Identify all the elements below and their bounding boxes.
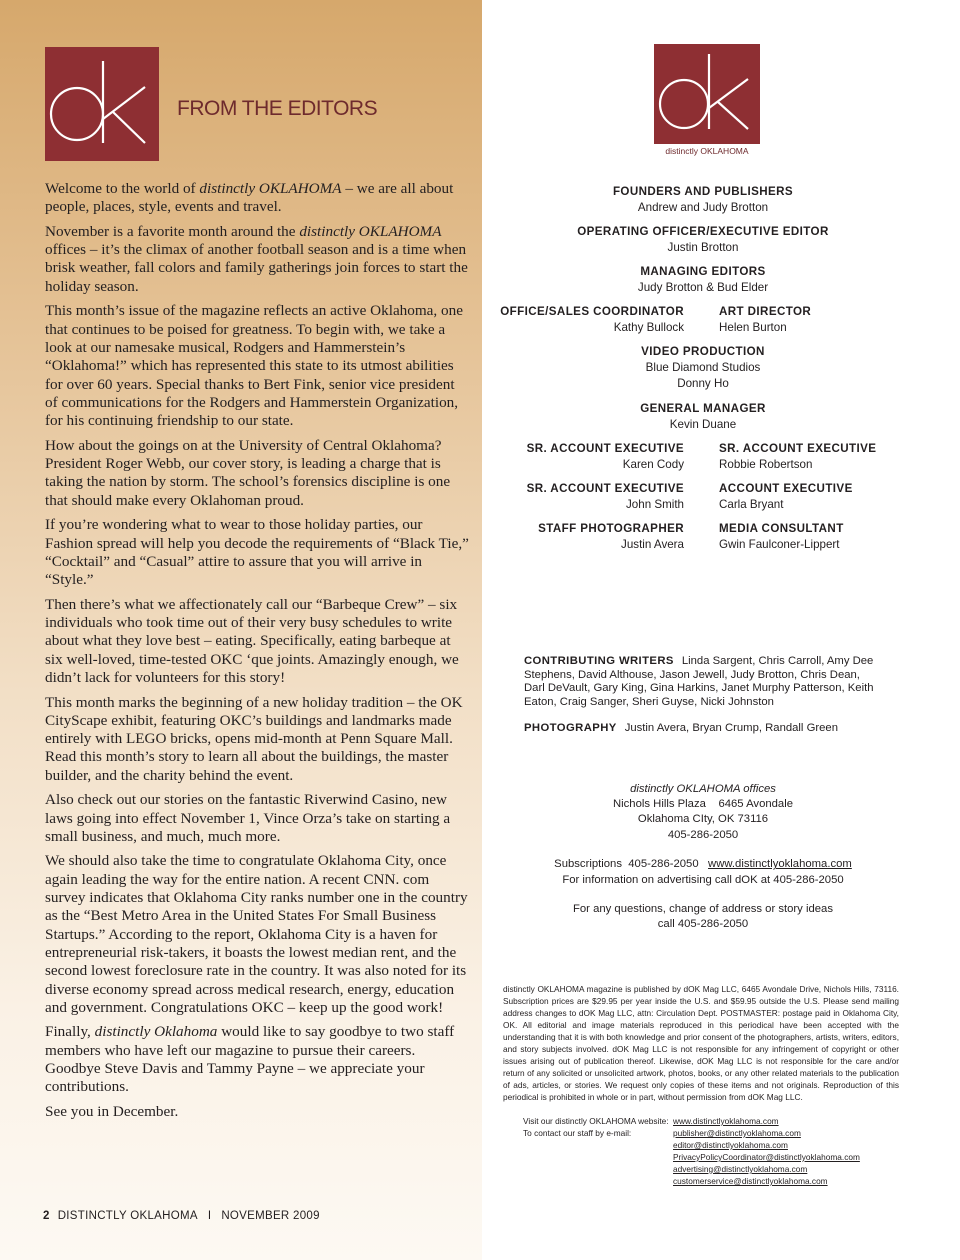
staff-names: Karen Cody bbox=[622, 458, 684, 471]
staff-names: Blue Diamond Studios bbox=[645, 361, 761, 374]
masthead-ae bbox=[719, 481, 949, 513]
questions-line: For any questions, change of address or story ideas bbox=[573, 903, 833, 916]
page-number: 2 bbox=[43, 1210, 50, 1222]
letter-paragraph: This month marks the beginning of a new holiday tradition – the OK CityScape exhibit, featuring OKC’s buildings and landmarks made entirely with LEGO bricks, opens mid-month at Penn Square Mall. Read this month’s story to learn all about the buildings, the master builder, and the charity behind the event. bbox=[45, 693, 463, 784]
contributing-writers bbox=[524, 655, 880, 709]
logo-subtitle: distinctly OKLAHOMA bbox=[665, 146, 749, 156]
offices-address: Nichols Hills Plaza 6465 Avondale bbox=[612, 798, 794, 811]
masthead-sr-ae-3 bbox=[454, 481, 684, 513]
role-title: OFFICE/SALES COORDINATOR bbox=[500, 305, 684, 318]
page-title: FROM THE EDITORS bbox=[177, 97, 378, 120]
email-link-advertising[interactable]: advertising@distinctlyoklahoma.com bbox=[673, 1164, 808, 1174]
masthead-media bbox=[719, 521, 949, 553]
email-link-customerservice[interactable]: customerservice@distinctlyoklahoma.com bbox=[673, 1176, 828, 1186]
letter-paragraph: Welcome to the world of distinctly OKLAHOMA – we are all about people, places, style, events and travel. bbox=[45, 180, 454, 216]
masthead-sr-ae-2 bbox=[719, 441, 949, 473]
editors-letter bbox=[45, 180, 470, 1128]
staff-names: Gwin Faulconer-Lippert bbox=[719, 538, 840, 551]
footer-publication: DISTINCTLY OKLAHOMA bbox=[57, 1210, 198, 1222]
offices-city: Oklahoma CIty, OK 73116 bbox=[637, 813, 769, 826]
role-title: PHOTOGRAPHY bbox=[524, 722, 617, 734]
role-title: ART DIRECTOR bbox=[719, 305, 812, 318]
legal-fine-print: distinctly OKLAHOMA magazine is published by dOK Mag LLC, 6465 Avondale Drive, Nichols Hills, 73116. Subscription prices are $29.95 per year inside the U.S. and $59.95 outside the U.S. Please send mailing address changes to dOK Mag LLC, attn: Circulation Dept. POSTMASTER: postage paid in Oklahoma City, OK. All editorial and image materials reproduced in this periodical have been accepted with the understanding that it is with both knowledge and prior consent of the photographers, artists, writers, editors, and story subjects involved. dOK Mag LLC is not responsible for any infringement of copyright or other issues arising out of publication thereof. Likewise, dOK Mag LLC is not responsible for the care and/or return of any solicited or unsolicited artwork, photos, books, or any other related materials to the publication of ads, articles, or stories. We request only copies of these items and not originals. Reproduction of this periodical is prohibited in whole or in part, without permission from dOK Mag LLC. bbox=[503, 984, 899, 1102]
staff-names: John Smith bbox=[626, 498, 684, 511]
role-title: STAFF PHOTOGRAPHER bbox=[538, 522, 684, 535]
staff-names: Kevin Duane bbox=[669, 418, 737, 431]
page-footer bbox=[43, 1210, 320, 1222]
role-title: ACCOUNT EXECUTIVE bbox=[719, 482, 853, 495]
offices-title: distinctly OKLAHOMA offices bbox=[630, 783, 776, 795]
masthead-office-sales bbox=[454, 304, 684, 336]
role-title: GENERAL MANAGER bbox=[640, 402, 766, 415]
masthead-video bbox=[513, 344, 893, 392]
role-title: SR. ACCOUNT EXECUTIVE bbox=[526, 442, 684, 455]
letter-paragraph: How about the goings on at the University of Central Oklahoma? President Roger Webb, our cover story, is leading a charge that is taking the nation by storm. The school’s forensics discipline is one that should make every Oklahoman proud. bbox=[45, 436, 451, 509]
staff-names: Carla Bryant bbox=[719, 498, 784, 511]
staff-names: Andrew and Judy Brotton bbox=[637, 201, 769, 214]
letter-paragraph: Also check out our stories on the fantastic Riverwind Casino, new laws going into effect November 1, Vince Orza’s take on starting a small business, and much, much more. bbox=[45, 791, 451, 845]
email-link-publisher[interactable]: publisher@distinctlyoklahoma.com bbox=[673, 1128, 801, 1138]
website-link[interactable]: www.distinctlyoklahoma.com bbox=[673, 1116, 779, 1126]
staff-names: Donny Ho bbox=[677, 377, 729, 390]
role-title: FOUNDERS AND PUBLISHERS bbox=[612, 185, 794, 198]
staff-names: Justin Avera, Bryan Crump, Randall Green bbox=[624, 722, 838, 734]
questions-phone: call 405-286-2050 bbox=[657, 918, 749, 931]
masthead-sr-ae-1 bbox=[454, 441, 684, 473]
staff-names: Kathy Bullock bbox=[613, 321, 684, 334]
masthead-operating bbox=[513, 224, 893, 256]
email-link-privacy[interactable]: PrivacyPolicyCoordinator@distinctlyoklahoma.com bbox=[673, 1152, 860, 1162]
letter-paragraph: Finally, distinctly Oklahoma would like to say goodbye to two staff members who have left our magazine to pursue their careers. Goodbye Steve Davis and Tammy Payne – we appreciate your contributions. bbox=[45, 1023, 455, 1096]
letter-paragraph: This month’s issue of the magazine reflects an active Oklahoma, one that continues to be poised for greatness. To begin with, we take a look at our namesake musical, Rodgers and Hammerstein’s “Oklahoma!” which has represented this state to its utmost abilities for over 60 years. Special thanks to Bert Fink, senior vice president of communications for the Rodgers and Hammerstein Organization, for his continuing friendship to our state. bbox=[45, 302, 463, 430]
email-label: To contact our staff by e-mail: bbox=[523, 1128, 632, 1138]
staff-names: Judy Brotton & Bud Elder bbox=[637, 281, 769, 294]
offices-phone: 405-286-2050 bbox=[667, 828, 739, 841]
masthead-logo-mark bbox=[654, 44, 760, 144]
letter-paragraph: We should also take the time to congratulate Oklahoma City, once again leading the way for the entire nation. A recent CNN. com survey indicates that Oklahoma City ranks number one in the country as the “Best Metro Area in the United States For Small Business Startups.” According to the report, Oklahoma City is a haven for entrepreneurial risk-takers, it boasts the lowest median rent, and the second lowest foreclosure rate in the country. It was also noted for its diverse economy spread across medical research, energy, education and government. Congratulations OKC – keep up the good work! bbox=[45, 852, 468, 1016]
masthead-photographer bbox=[454, 521, 684, 553]
email-link-editor[interactable]: editor@distinctlyoklahoma.com bbox=[673, 1140, 788, 1150]
letter-paragraph: November is a favorite month around the distinctly OKLAHOMA offices – it’s the climax of another football season and is a time when brisk weather, fall colors and family gatherings join forces to start the holiday season. bbox=[45, 222, 468, 295]
role-title: OPERATING OFFICER/EXECUTIVE EDITOR bbox=[577, 225, 829, 238]
footer-separator: I bbox=[207, 1210, 212, 1222]
subscriptions-line bbox=[513, 857, 893, 872]
staff-names: Linda Sargent, Chris Carroll, Amy Dee Stephens, David Althouse, Jason Jewell, Judy Brotton, Chris Dean, Darl DeVault, Gary King, Gina Harkins, Janet Murphy Patterson, Keith Eaton, Craig Sanger, Sheri Guyse, Nicki Johnston bbox=[524, 655, 874, 708]
footer-issue: NOVEMBER 2009 bbox=[221, 1210, 320, 1222]
advertising-line: For information on advertising call dOK at 405-286-2050 bbox=[562, 873, 844, 886]
role-title: SR. ACCOUNT EXECUTIVE bbox=[526, 482, 684, 495]
ok-logo-mark bbox=[45, 47, 159, 161]
subscriptions-label: Subscriptions 405-286-2050 bbox=[554, 858, 699, 871]
website-label: Visit our distinctly OKLAHOMA website: bbox=[523, 1116, 669, 1126]
staff-names: Robbie Robertson bbox=[719, 458, 813, 471]
masthead-logo bbox=[654, 44, 760, 144]
letter-paragraph: See you in December. bbox=[45, 1102, 179, 1120]
role-title: SR. ACCOUNT EXECUTIVE bbox=[719, 442, 877, 455]
masthead-general-manager bbox=[513, 401, 893, 433]
masthead-founders bbox=[513, 184, 893, 216]
staff-names: Justin Avera bbox=[621, 538, 684, 551]
letter-paragraph: Then there’s what we affectionately call our “Barbeque Crew” – six individuals who took time out of their very busy schedules to write about what they love best – eating. Specifically, eating barbeque at six well-loved, time-tested OKC ‘que joints. Amazingly enough, we didn’t lack for volunteers for this story! bbox=[45, 595, 459, 686]
staff-names: Justin Brotton bbox=[667, 241, 739, 254]
masthead-art-director bbox=[719, 304, 949, 336]
role-title: MANAGING EDITORS bbox=[640, 265, 766, 278]
masthead-managing bbox=[513, 264, 893, 296]
staff-names: Helen Burton bbox=[719, 321, 787, 334]
offices-block bbox=[513, 782, 893, 933]
role-title: VIDEO PRODUCTION bbox=[641, 345, 765, 358]
role-title: MEDIA CONSULTANT bbox=[719, 522, 844, 535]
ok-logo bbox=[45, 47, 159, 161]
role-title: CONTRIBUTING WRITERS bbox=[524, 655, 674, 667]
letter-paragraph: If you’re wondering what to wear to those holiday parties, our Fashion spread will help you decode the requirements of “Black Tie,” “Cocktail” and “Casual” attire to assure that you will arrive in “Style.” bbox=[45, 516, 469, 589]
website-link[interactable]: www.distinctlyoklahoma.com bbox=[708, 858, 852, 871]
photography-credits bbox=[524, 722, 880, 736]
